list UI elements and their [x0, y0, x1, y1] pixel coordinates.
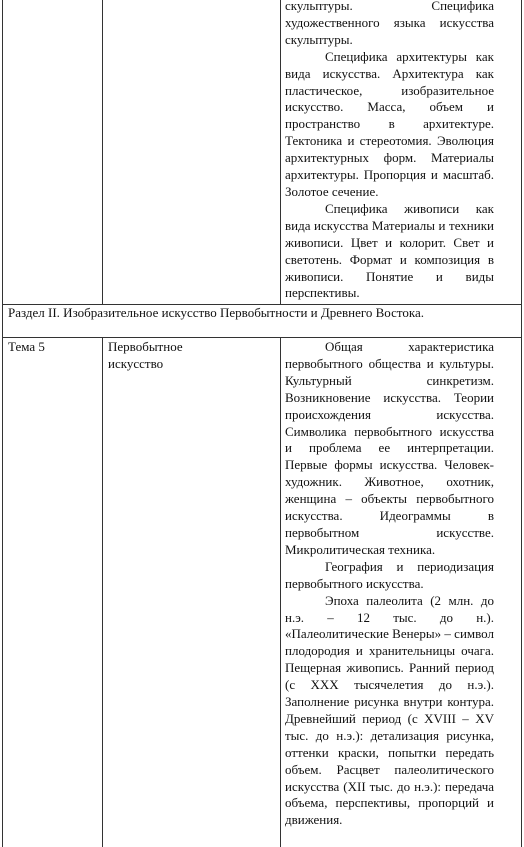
section-title: Раздел II. Изобразительное искусство Первобытности и Древнего Востока.: [8, 305, 425, 320]
content-paragraph: скульптуры. Специфика художественного языка искусства скульптуры.: [285, 0, 494, 47]
content-paragraph: Эпоха палеолита (2 млн. до н.э. – 12 тыс. до н.). «Палеолитические Венеры» – символ плодородия и хранительницы очага. Пещерная живопись. Ранний период (с XXX тысячелетия до н.э.). Заполнение рисунка внутри контура. Древнейший период (с XVIII – XV тыс. до н.э.): детализация рисунка, оттенки краски, попытки передать объем. Расцвет палеолитического искусства (XII тыс. до н.э.): передача объема, перспективы, пропорций и движения.: [285, 592, 494, 828]
content-paragraph: География и периодизация первобытного искусства.: [285, 558, 494, 591]
art-forms-content-cell: [285, 0, 494, 302]
content-paragraph: Специфика архитектуры как вида искусства. Архитектура как пластическое, изобразительное искусство. Масса, объем и пространство в архитектуре. Тектоника и стереотомия. Эволюция архитектурных форм. Материалы архитектуры. Пропорция и масштаб. Золотое сечение.: [285, 48, 494, 199]
topic-number: Тема 5: [8, 339, 45, 354]
column-divider-2: [280, 0, 281, 304]
topic-content-cell: [285, 339, 494, 829]
column-divider-1: [102, 0, 103, 304]
topic-title: Первобытное искусство: [108, 339, 183, 371]
table-border-left: [2, 0, 3, 847]
column-divider-2: [280, 337, 281, 847]
row-divider: [2, 337, 522, 338]
column-divider-1: [102, 337, 103, 847]
content-paragraph: Специфика живописи как вида искусства Материалы и техники живописи. Цвет и колорит. Свет и светотень. Формат и композиция в живописи. Понятие и виды перспективы.: [285, 200, 494, 301]
content-paragraph: Общая характеристика первобытного общества и культуры. Культурный синкретизм. Возникновение искусства. Теории происхождения искусства. Символика первобытного искусства и проблема ее интерпретации. Первые формы искусства. Человек-художник. Животное, охотник, женщина – объекты первобытного искусства. Идеограммы в первобытном искусстве. Микролитическая техника.: [285, 339, 494, 557]
table-border-right: [521, 0, 522, 847]
